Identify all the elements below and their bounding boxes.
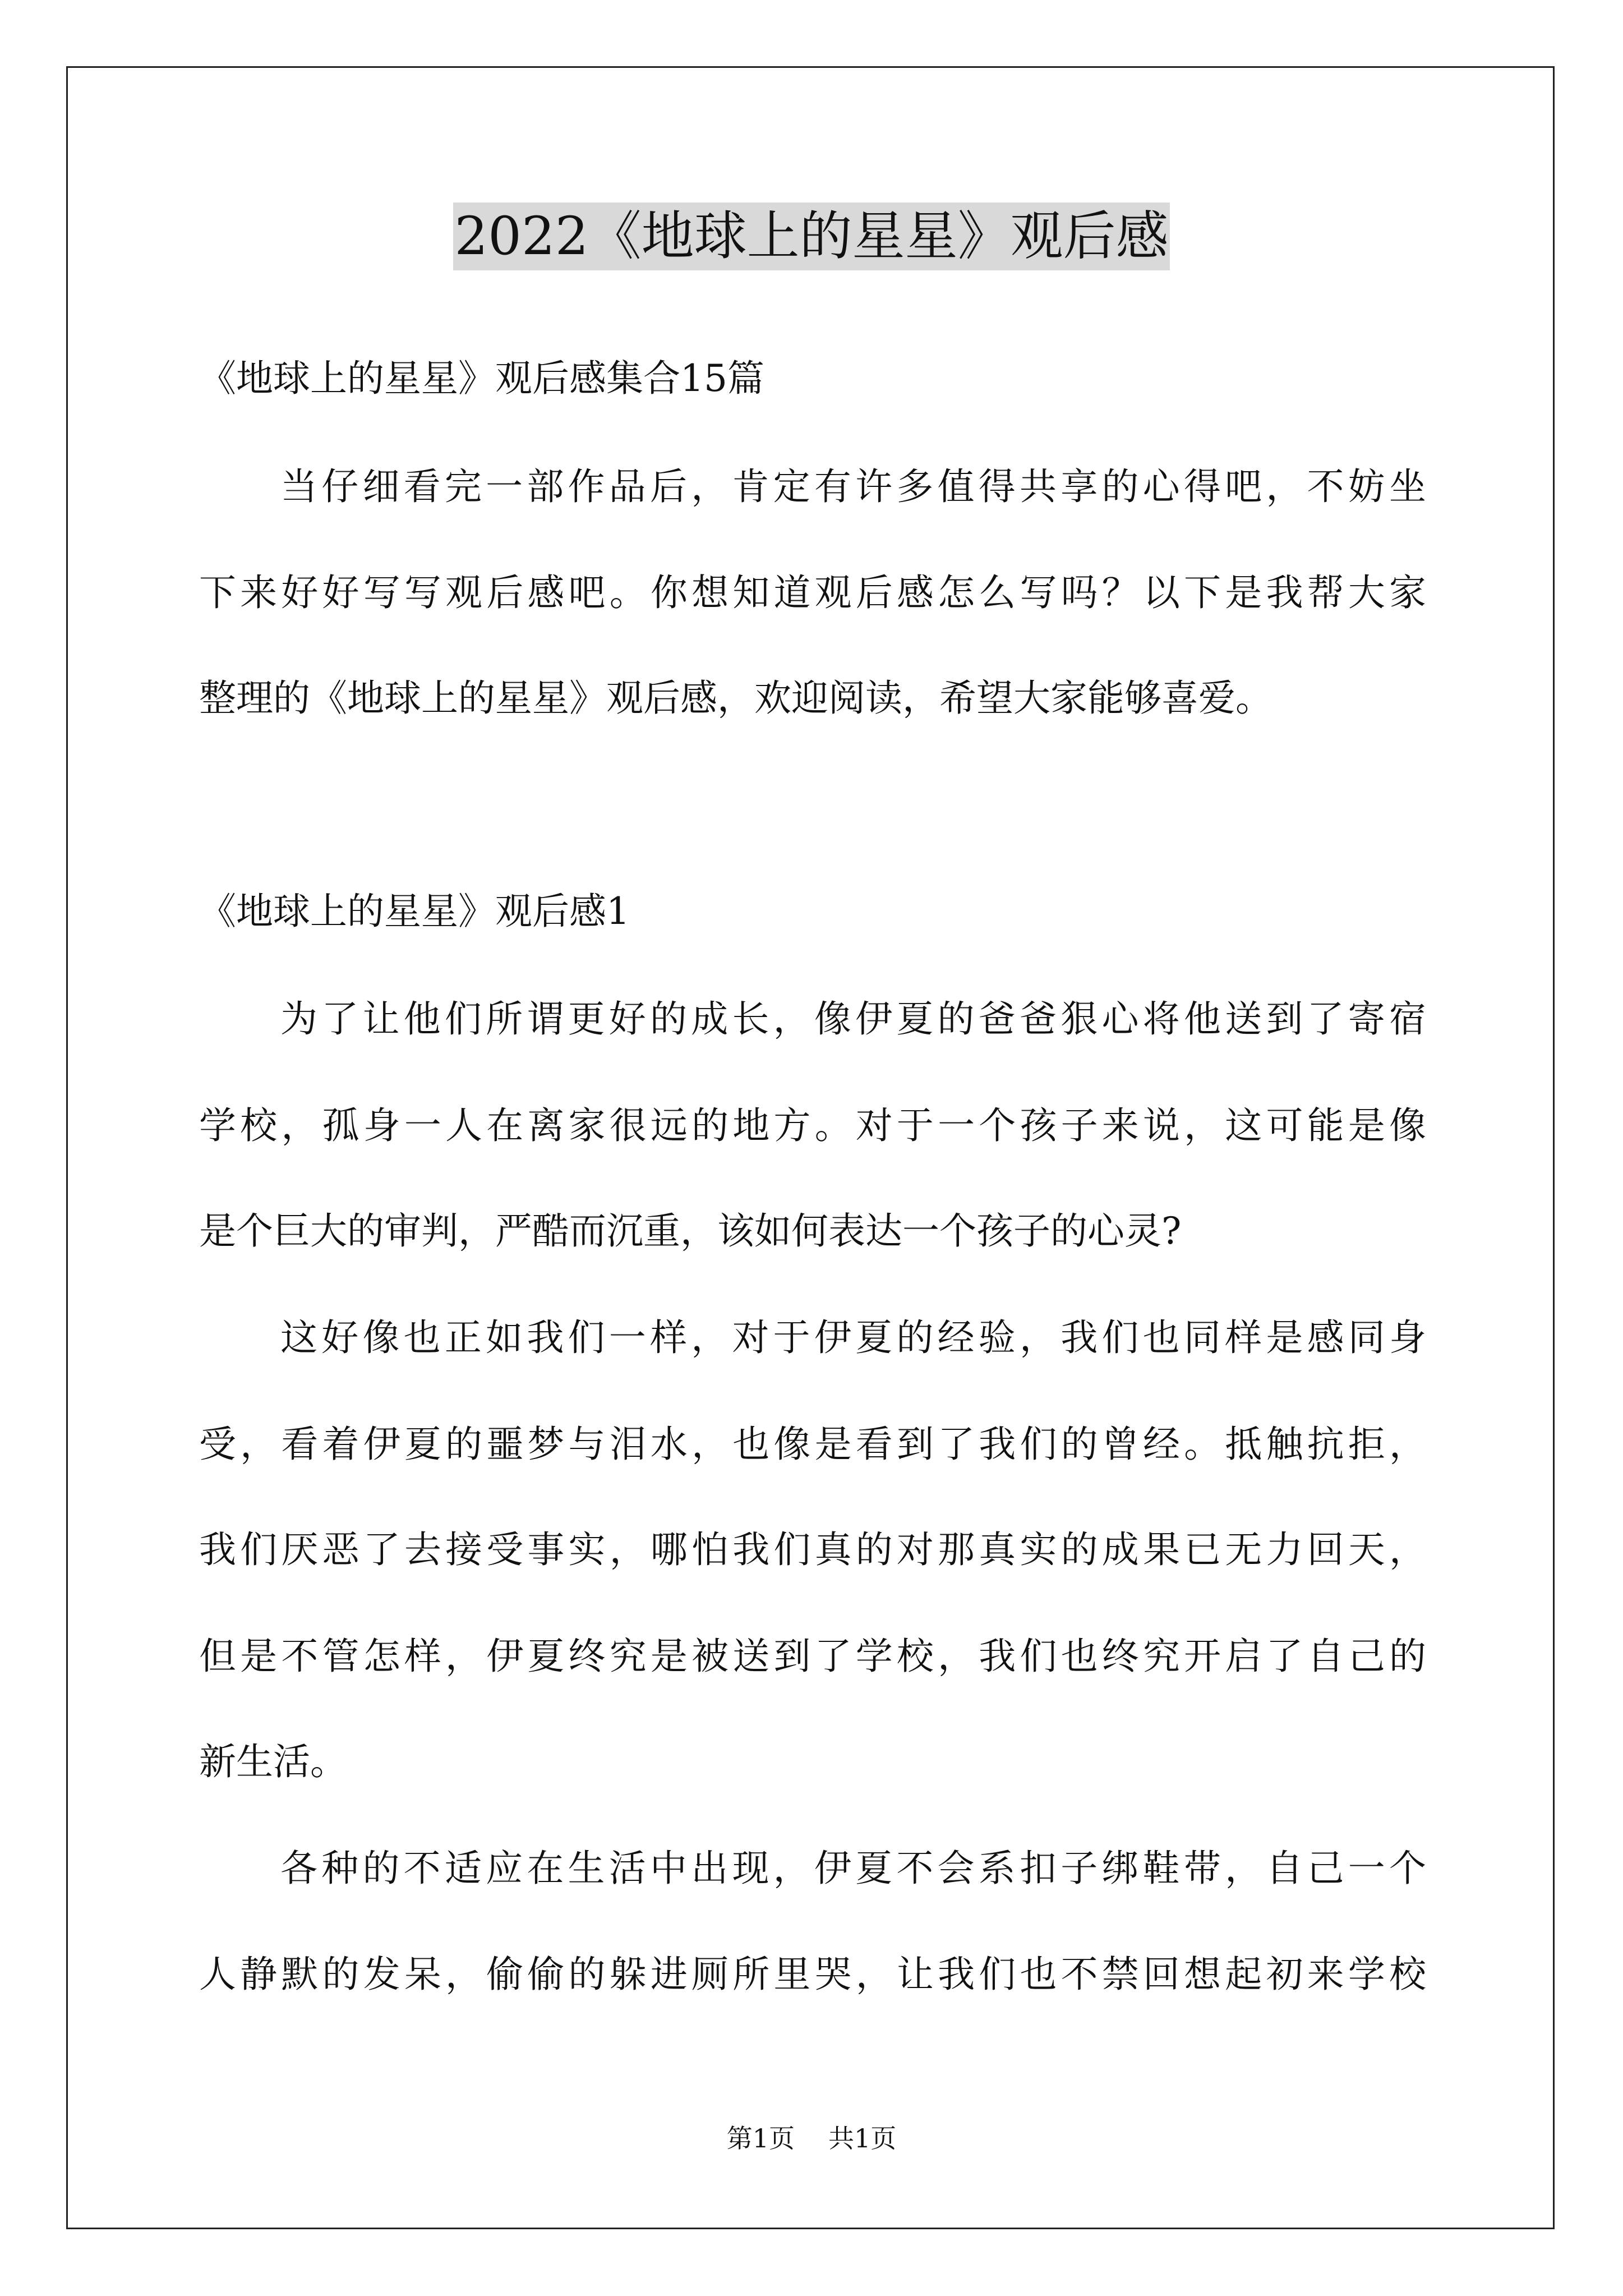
intro-line: 下来好好写写观后感吧。你想知道观后感怎么写吗？以下是我帮大家 [199,571,1426,614]
body-line: 这好像也正如我们一样，对于伊夏的经验，我们也同样是感同身 [280,1316,1426,1359]
body-line: 但是不管怎样，伊夏终究是被送到了学校，我们也终究开启了自己的 [199,1635,1426,1678]
body-line: 为了让他们所谓更好的成长，像伊夏的爸爸狠心将他送到了寄宿 [280,997,1426,1041]
body-line: 新生活。 [199,1740,347,1783]
body-line: 受，看着伊夏的噩梦与泪水，也像是看到了我们的曾经。抵触抗拒， [199,1423,1426,1466]
document-title [0,197,1623,276]
body-line: 学校，孤身一人在离家很远的地方。对于一个孩子来说，这可能是像 [199,1104,1426,1147]
body-line: 各种的不适应在生活中出现，伊夏不会系扣子绑鞋带，自己一个 [280,1847,1426,1890]
document-title-text: 2022《地球上的星星》观后感 [453,203,1169,270]
intro-line: 整理的《地球上的星星》观后感，欢迎阅读，希望大家能够喜爱。 [199,677,1272,720]
page-number-total: 共1页 [828,2123,897,2154]
body-line: 我们厌恶了去接受事实，哪怕我们真的对那真实的成果已无力回天， [199,1528,1426,1571]
intro-line: 当仔细看完一部作品后，肯定有许多值得共享的心得吧，不妨坐 [280,465,1426,508]
section-heading: 《地球上的星星》观后感1 [199,890,630,933]
body-line: 是个巨大的审判，严酷而沉重，该如何表达一个孩子的心灵? [199,1209,1182,1253]
body-line: 人静默的发呆，偷偷的躲进厕所里哭，让我们也不禁回想起初来学校 [199,1953,1426,1996]
document-subtitle: 《地球上的星星》观后感集合15篇 [199,357,764,400]
page-number-current: 第1页 [726,2123,795,2154]
page-footer [0,2122,1623,2155]
